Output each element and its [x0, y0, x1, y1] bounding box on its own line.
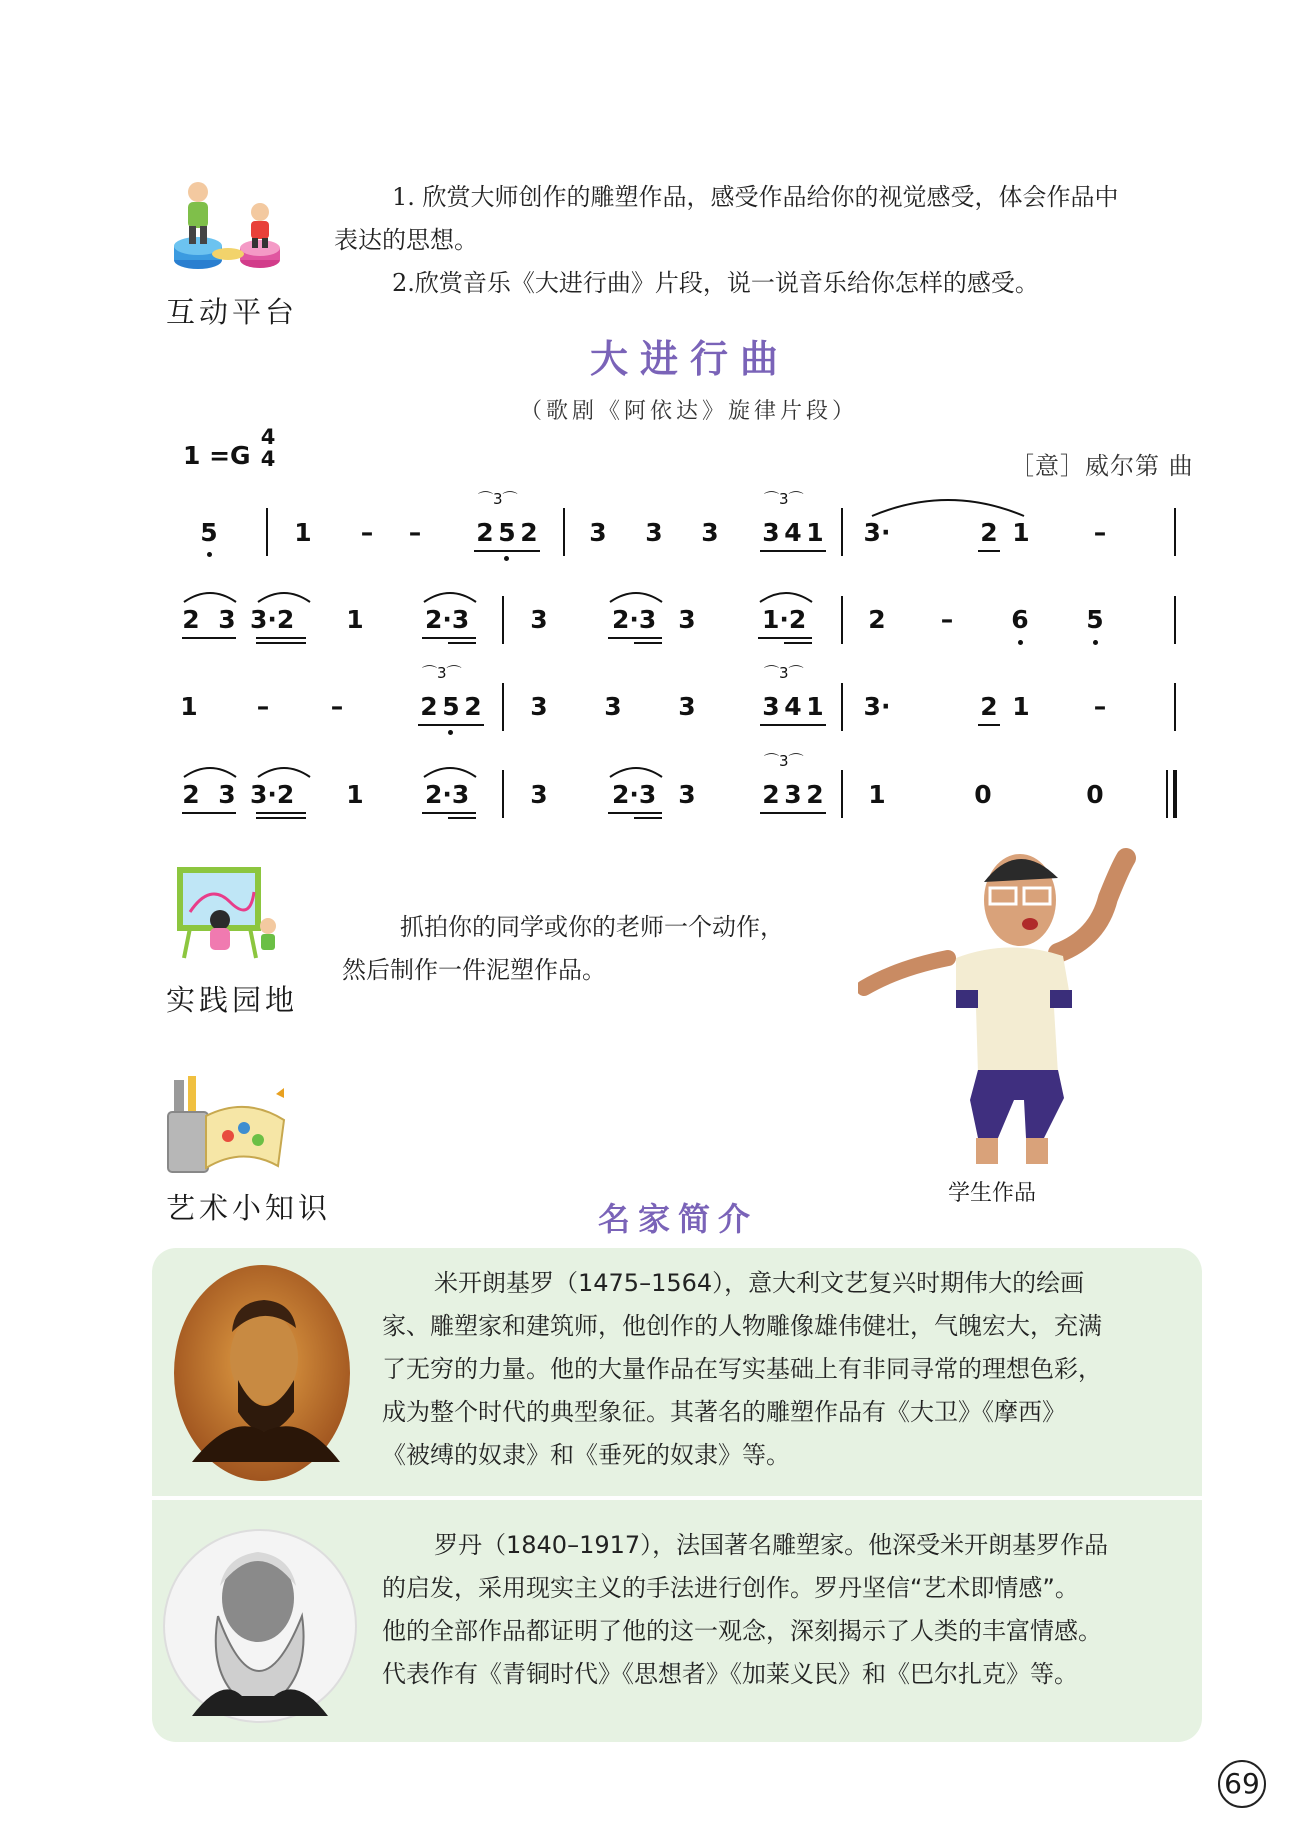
knowledge-icon: [166, 1076, 296, 1176]
bio-michelangelo-line-1: 米开朗基罗（1475–1564），意大利文艺复兴时期伟大的绘画: [434, 1269, 1085, 1297]
bio-rodin-line-4: 代表作有《青铜时代》《思想者》《加莱义民》和《巴尔扎克》等。: [382, 1660, 1078, 1688]
key-signature: 1 =G: [183, 441, 251, 470]
bio-michelangelo-line-2: 家、雕塑家和建筑师，他创作的人物雕像雄伟健壮，气魄宏大，充满: [382, 1312, 1102, 1340]
interactive-item-2: 2.欣赏音乐《大进行曲》片段，说一说音乐给你怎样的感受。: [392, 269, 1039, 297]
interactive-item-1: 1. 欣赏大师创作的雕塑作品，感受作品给你的视觉感受，体会作品中: [392, 183, 1119, 211]
tie-arc: [868, 490, 1028, 520]
portrait-rodin: [162, 1526, 358, 1726]
practice-text-1: 抓拍你的同学或你的老师一个动作，: [400, 913, 784, 941]
portrait-michelangelo: [172, 1262, 352, 1484]
section-label-interactive: 互动平台: [166, 295, 299, 329]
section-label-knowledge: 艺术小知识: [166, 1191, 332, 1225]
bio-michelangelo-line-4: 成为整个时代的典型象征。其著名的雕塑作品有《大卫》《摩西》: [382, 1398, 1066, 1426]
clay-figure-caption: 学生作品: [948, 1181, 1037, 1206]
bio-michelangelo-line-5: 《被缚的奴隶》和《垂死的奴隶》等。: [382, 1441, 790, 1469]
bio-rodin-line-1: 罗丹（1840–1917），法国著名雕塑家。他深受米开朗基罗作品: [434, 1531, 1109, 1559]
bio-rodin-line-3: 他的全部作品都证明了他的这一观念，深刻揭示了人类的丰富情感。: [382, 1617, 1102, 1645]
practice-text-2: 然后制作一件泥塑作品。: [342, 956, 606, 984]
song-title: 大进行曲: [590, 337, 791, 381]
bio-card-michelangelo: [152, 1248, 1202, 1496]
bio-card-rodin: [152, 1500, 1202, 1742]
music-score: 5 1 – – 2 5 2 ⌒3⌒ 3 3 3 3 4 1 ⌒3⌒ 3· 2 1 – 2 3 3·2 1 2·3 3 2·3 3 1·2 2 – 6 5 1 – – 2 5 2 ⌒3⌒ 3 3 3 3 4 1 ⌒3⌒ 3· 2 1 – 2 3 3·2 1 2·3 3 2·3 3 2 3 2 ⌒3⌒ 1 0 0: [0, 0, 1311, 840]
bio-michelangelo-line-3: 了无穷的力量。他的大量作品在写实基础上有非同寻常的理想色彩，: [382, 1355, 1102, 1383]
section-label-practice: 实践园地: [166, 983, 299, 1017]
interactive-item-1-cont: 表达的思想。: [334, 226, 478, 254]
song-subtitle: （歌剧《阿依达》旋律片段）: [520, 399, 859, 424]
bio-rodin-line-2: 的启发，采用现实主义的手法进行创作。罗丹坚信“艺术即情感”。: [382, 1574, 1079, 1602]
time-signature-top: 4: [260, 425, 276, 449]
composer: ［意］威尔第 曲: [1010, 452, 1194, 480]
knowledge-heading: 名家简介: [598, 1200, 759, 1238]
practice-icon: [170, 862, 290, 962]
page-number: 69: [1218, 1760, 1266, 1808]
time-signature-bottom: 4: [260, 447, 276, 471]
clay-figure-photo: [858, 838, 1148, 1168]
